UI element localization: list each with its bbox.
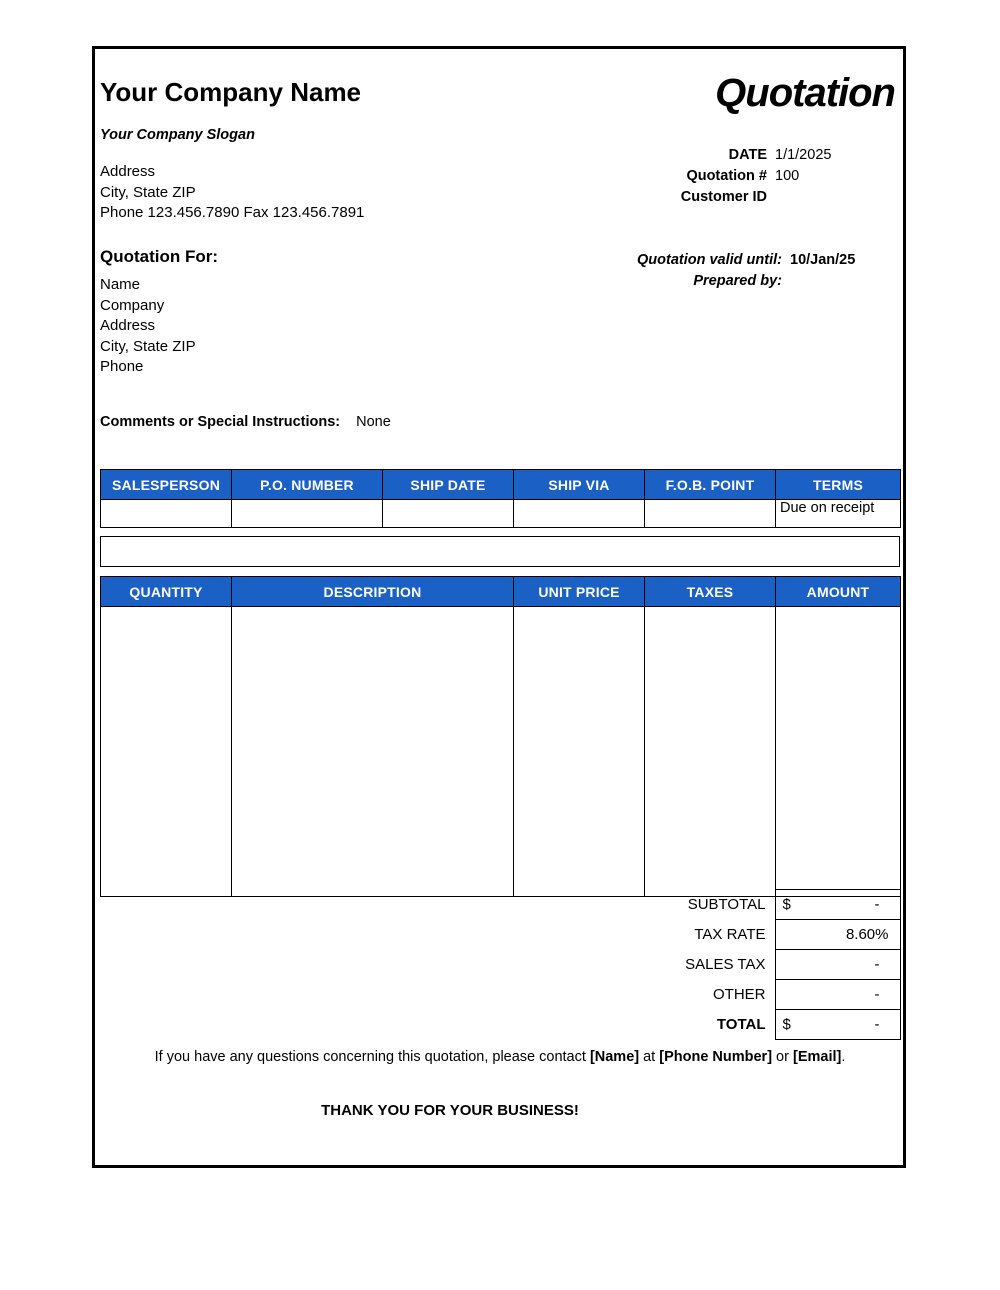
totals-table xyxy=(100,889,901,1040)
prepared-by-row xyxy=(435,271,895,292)
totals-spacer xyxy=(100,980,644,1010)
cell-salesperson[interactable] xyxy=(101,500,232,528)
spacer-cell xyxy=(101,537,900,567)
note-mid1: at xyxy=(639,1049,660,1065)
quotation-number-value: 100 xyxy=(775,168,800,184)
note-name: [Name] xyxy=(589,1049,640,1065)
totals-spacer xyxy=(100,890,644,920)
totals-row-sales-tax xyxy=(100,950,900,980)
quotation-for-block xyxy=(100,275,196,378)
subtotal-value-cell[interactable] xyxy=(775,890,900,920)
sales-tax-label: SALES TAX xyxy=(685,956,766,973)
note-email: [Email] xyxy=(792,1049,842,1065)
date-value: 1/1/2025 xyxy=(775,147,832,163)
totals-row-other xyxy=(100,980,900,1010)
quotation-meta xyxy=(475,145,895,208)
shipping-header-row xyxy=(101,470,901,500)
other-value: - xyxy=(874,986,880,1003)
total-currency: $ xyxy=(782,1016,791,1033)
header-taxes: TAXES xyxy=(645,577,776,607)
cell-amount[interactable] xyxy=(776,607,901,897)
header-amount: AMOUNT xyxy=(776,577,901,607)
spacer-row xyxy=(101,537,900,567)
document-title: Quotation xyxy=(715,71,895,115)
header-fob-point: F.O.B. POINT xyxy=(645,470,776,500)
contact-note xyxy=(100,1049,900,1065)
subtotal-currency: $ xyxy=(782,896,791,913)
quotation-document xyxy=(92,46,906,1168)
total-value: - xyxy=(874,1016,880,1033)
totals-spacer xyxy=(100,920,644,950)
company-slogan: Your Company Slogan xyxy=(100,127,255,143)
cell-fob-point[interactable] xyxy=(645,500,776,528)
valid-until-value: 10/Jan/25 xyxy=(790,252,856,268)
header-po-number: P.O. NUMBER xyxy=(232,470,383,500)
sales-tax-value-cell[interactable] xyxy=(775,950,900,980)
totals-row-tax-rate xyxy=(100,920,900,950)
cell-ship-via[interactable] xyxy=(514,500,645,528)
company-address-block xyxy=(100,162,364,224)
cell-taxes[interactable] xyxy=(645,607,776,897)
header-quantity: QUANTITY xyxy=(101,577,232,607)
note-prefix: If you have any questions concerning this quotation, please contact xyxy=(154,1049,590,1065)
other-value-cell[interactable] xyxy=(775,980,900,1010)
shipping-terms-table xyxy=(100,469,901,528)
table-row xyxy=(101,607,901,897)
quotation-for-title: Quotation For: xyxy=(100,247,219,266)
tax-rate-label: TAX RATE xyxy=(694,926,766,943)
meta-row-date xyxy=(475,145,895,166)
quotation-number-label: Quotation # xyxy=(686,168,767,184)
meta-row-quotation-number xyxy=(475,166,895,187)
address-line-2: City, State ZIP xyxy=(100,183,196,201)
header-description: DESCRIPTION xyxy=(232,577,514,607)
valid-until-label: Quotation valid until: xyxy=(637,252,782,268)
meta-row-customer-id xyxy=(475,187,895,208)
totals-spacer xyxy=(100,1010,644,1040)
customer-id-label: Customer ID xyxy=(680,189,767,205)
prepared-by-label: Prepared by: xyxy=(693,273,782,289)
address-line-3: Phone 123.456.7890 Fax 123.456.7891 xyxy=(100,204,365,221)
header-salesperson: SALESPERSON xyxy=(101,470,232,500)
sales-tax-value: - xyxy=(874,956,880,973)
table-row xyxy=(101,500,901,528)
tax-rate-value-cell[interactable] xyxy=(775,920,900,950)
items-header-row xyxy=(101,577,901,607)
comments-label: Comments or Special Instructions: xyxy=(100,414,341,430)
cell-po-number[interactable] xyxy=(232,500,383,528)
cell-unit-price[interactable] xyxy=(514,607,645,897)
note-suffix: . xyxy=(841,1049,846,1065)
thank-you-message: THANK YOU FOR YOUR BUSINESS! xyxy=(321,1102,579,1119)
totals-row-subtotal xyxy=(100,890,900,920)
header-ship-date: SHIP DATE xyxy=(383,470,514,500)
quotation-for-line-3: Address xyxy=(100,317,156,334)
note-mid2: or xyxy=(772,1049,793,1065)
cell-ship-date[interactable] xyxy=(383,500,514,528)
cell-description[interactable] xyxy=(232,607,514,897)
quotation-for-line-2: Company xyxy=(100,296,165,314)
subtotal-label: SUBTOTAL xyxy=(687,896,766,913)
header-unit-price: UNIT PRICE xyxy=(514,577,645,607)
total-value-cell[interactable] xyxy=(775,1010,900,1040)
address-line-1: Address xyxy=(100,163,156,180)
comments-value: None xyxy=(356,414,391,430)
line-items-table xyxy=(100,576,901,897)
quotation-for-line-5: Phone xyxy=(100,358,144,375)
spacer-row-table xyxy=(100,536,900,567)
totals-spacer xyxy=(100,950,644,980)
subtotal-value: - xyxy=(874,896,880,913)
quotation-for-line-4: City, State ZIP xyxy=(100,337,196,355)
validity-block xyxy=(435,250,895,292)
header-terms: TERMS xyxy=(776,470,901,500)
total-label: TOTAL xyxy=(716,1016,766,1033)
totals-row-total xyxy=(100,1010,900,1040)
cell-quantity[interactable] xyxy=(101,607,232,897)
company-name: Your Company Name xyxy=(100,77,362,107)
cell-terms[interactable]: Due on receipt xyxy=(776,500,901,528)
tax-rate-value: 8.60% xyxy=(845,926,889,943)
comments-row xyxy=(100,414,391,430)
quotation-for-line-1: Name xyxy=(100,276,141,293)
header-ship-via: SHIP VIA xyxy=(514,470,645,500)
valid-until-row xyxy=(435,250,895,271)
date-label: DATE xyxy=(728,147,767,163)
note-phone: [Phone Number] xyxy=(659,1049,773,1065)
other-label: OTHER xyxy=(713,986,766,1003)
